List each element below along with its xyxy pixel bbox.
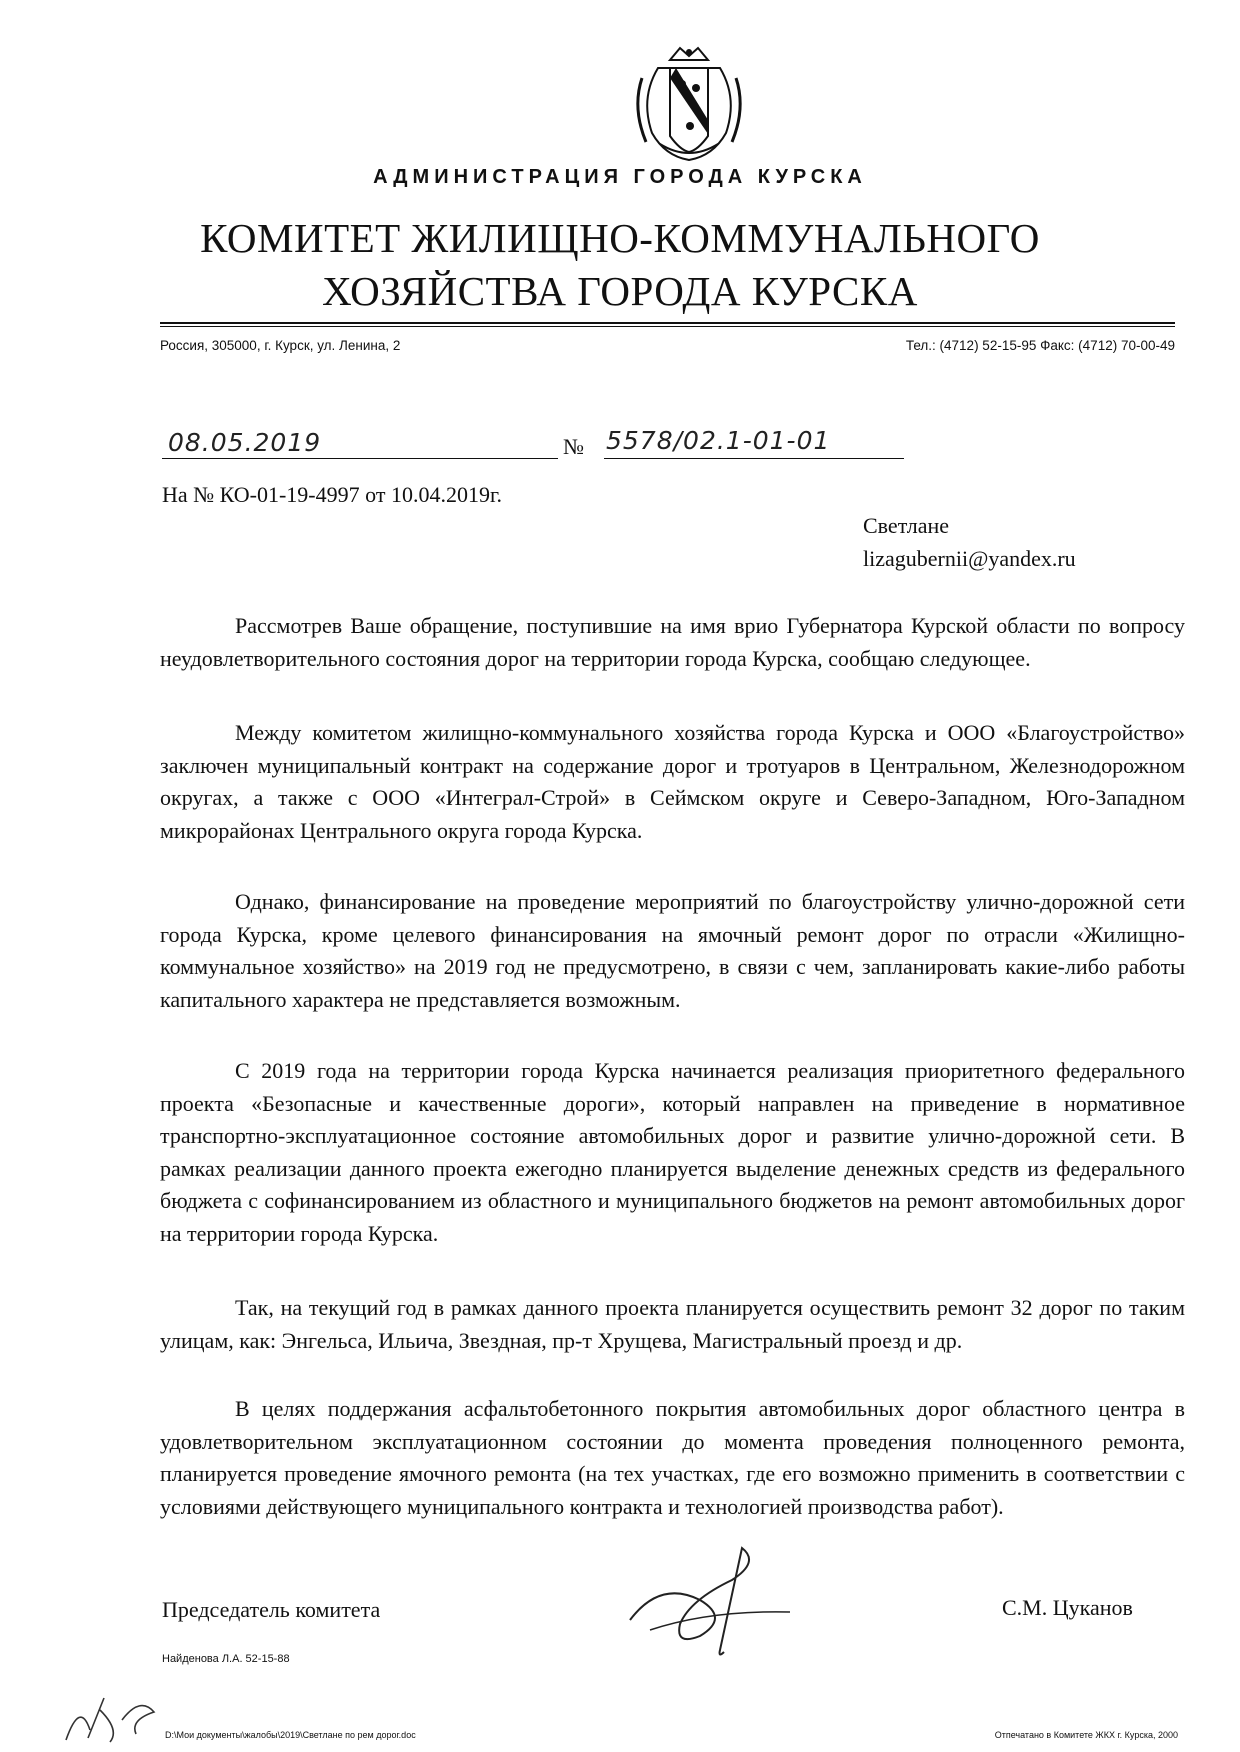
body-paragraph: Однако, финансирование на проведение мероприятий по благоустройству улично-дорожной сети города Курска, кроме целевого финансирования на ямочный ремонт дорог по отрасли «Жилищно-коммунальное хозяйство» на 2019 год не предусмотрено, в связи с чем, запланировать какие-либо работы капитального характера не представляется возможным.: [160, 889, 1185, 1012]
recipient-email: lizagubernii@yandex.ru: [863, 546, 1076, 571]
coat-of-arms-icon: [630, 38, 748, 163]
date-underline: [162, 458, 558, 459]
contact-numbers: Тел.: (4712) 52-15-95 Факс: (4712) 70-00-49: [905, 338, 1175, 353]
body-paragraph: Между комитетом жилищно-коммунального хозяйства города Курска и ООО «Благоустройство» заключен муниципальный контракт на содержание дорог и тротуаров в Центральном, Железнодорожном округах, а также с ООО «Интеграл-Строй» в Сеймском округе и Северо-Западном, Юго-Западном микрорайонах Центрального округа города Курска.: [160, 720, 1185, 843]
committee-title-line-1: КОМИТЕТ ЖИЛИЩНО-КОММУНАЛЬНОГО: [200, 215, 1040, 261]
postal-address: Россия, 305000, г. Курск, ул. Ленина, 2: [160, 338, 401, 353]
organization-name: АДМИНИСТРАЦИЯ ГОРОДА КУРСКА: [373, 166, 867, 188]
number-sign: №: [563, 434, 584, 459]
header-rule-thin: [160, 326, 1175, 327]
body-paragraph: С 2019 года на территории города Курска начинается реализация приоритетного федерального проекта «Безопасные и качественные дороги», который направлен на приведение в нормативное транспортно-эксплуатационное состояние автомобильных дорог и развитие улично-дорожной сети. В рамках реализации данного проекта ежегодно планируется выделение денежных средств из федерального бюджета с софинансированием из областного и муниципального бюджетов на ремонт автомобильных дорог на территории города Курска.: [160, 1058, 1185, 1246]
handwritten-signature-icon: [620, 1540, 810, 1660]
number-underline: [604, 458, 904, 459]
body-paragraph: В целях поддержания асфальтобетонного покрытия автомобильных дорог областного центра в удовлетворительном эксплуатационном состоянии до момента проведения полноценного ремонта, планируется проведение ямочного ремонта (на тех участках, где его возможно применить в соответствии с условиями действующего муниципального контракта и технологией производства работ).: [160, 1396, 1185, 1519]
signatory-name: С.М. Цуканов: [1002, 1595, 1133, 1620]
letter-number: 5578/02.1-01-01: [606, 426, 831, 455]
print-note: Отпечатано в Комитете ЖКХ г. Курска, 2000: [994, 1730, 1178, 1740]
letter-date: 08.05.2019: [168, 428, 322, 457]
header-rule-thick: [160, 322, 1175, 324]
body-paragraph: Так, на текущий год в рамках данного проекта планируется осуществить ремонт 32 дорог по таким улицам, как: Энгельса, Ильича, Звездная, пр-т Хрущева, Магистральный проезд и др.: [160, 1295, 1185, 1353]
body-paragraph: Рассмотрев Ваше обращение, поступившие на имя врио Губернатора Курской области по вопросу неудовлетворительного состояния дорог на территории города Курска, сообщаю следующее.: [160, 613, 1185, 671]
committee-title: [0, 212, 1240, 318]
reference-line: На № КО-01-19-4997 от 10.04.2019г.: [162, 482, 503, 507]
address-row: [160, 338, 1175, 353]
file-path: D:\Мои документы\жалобы\2019\Светлане по рем дорог.doc: [165, 1730, 416, 1740]
handwritten-initials-icon: [60, 1690, 170, 1748]
executor-info: Найденова Л.А. 52-15-88: [162, 1653, 290, 1665]
recipient-name: Светлане: [863, 513, 950, 538]
committee-title-line-2: ХОЗЯЙСТВА ГОРОДА КУРСКА: [322, 268, 918, 314]
signatory-title: Председатель комитета: [162, 1597, 381, 1622]
